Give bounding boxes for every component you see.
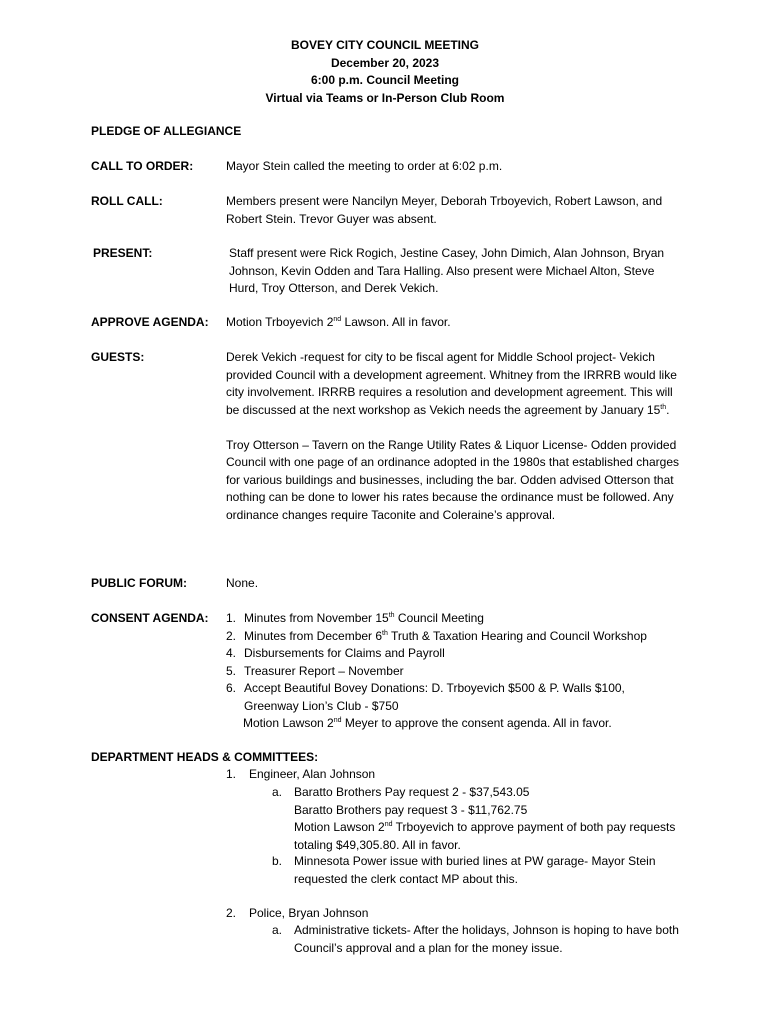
department-title: Engineer, Alan Johnson xyxy=(249,767,376,781)
guests-content xyxy=(226,349,681,524)
guests-label: GUESTS: xyxy=(91,350,145,364)
approve-agenda-label: APPROVE AGENDA: xyxy=(91,315,209,329)
list-item xyxy=(226,663,681,681)
approve-agenda-text-part: Lawson. All in favor. xyxy=(341,315,451,329)
motion-text: Trboyevich to approve payment of both pay requests totaling $49,305.80. All in favor. xyxy=(294,820,676,852)
roll-call-label: ROLL CALL: xyxy=(91,194,163,208)
sub-item-letter: a. xyxy=(272,785,283,799)
guest-paragraph-vekich xyxy=(226,349,681,419)
item-text: Minutes from November 15 xyxy=(244,611,389,625)
consent-agenda-content xyxy=(226,610,681,733)
item-text: Minutes from December 6 xyxy=(244,628,383,643)
guest-text: Derek Vekich -request for city to be fiscal agent for Middle School project- Vekich provided Council with a development agreement. Whitney from the IRRRB would like city involvement. IRRRB requires a resolution and development agreement. This will be discussed at the next workshop as Vekich needs the agreement by January 15 xyxy=(226,350,677,417)
ordinal-suffix: nd xyxy=(384,821,393,828)
ordinal-suffix: th xyxy=(388,612,395,619)
public-forum-text: None. xyxy=(226,576,259,590)
call-to-order-label: CALL TO ORDER: xyxy=(91,159,194,173)
item-number: 1. xyxy=(226,611,237,625)
item-text: Disbursements for Claims and Payroll xyxy=(244,646,445,660)
call-to-order-text: Mayor Stein called the meeting to order at 6:02 p.m. xyxy=(226,159,503,173)
sub-item-letter: a. xyxy=(272,923,283,937)
pay-request-line: Baratto Brothers Pay request 2 - $37,543.05 xyxy=(294,785,530,799)
list-item xyxy=(226,610,681,628)
approve-agenda-text-part: Motion Trboyevich 2 xyxy=(226,315,334,329)
ordinal-suffix: nd xyxy=(333,316,342,323)
department-title: Police, Bryan Johnson xyxy=(249,906,369,920)
roll-call-text: Members present were Nancilyn Meyer, Deborah Trboyevich, Robert Lawson, and Robert Stein. Trevor Guyer was absent. xyxy=(226,194,663,226)
departments-label: DEPARTMENT HEADS & COMMITTEES: xyxy=(91,750,319,764)
guest-paragraph-otterson: Troy Otterson – Tavern on the Range Utility Rates & Liquor License- Odden provided Council with one page of an ordinance adopted in the 1980s that established charges for various buildings and businesses, including the bar. Odden advised Otterson that nothing can be done to lower his rates because the ordinance must be followed. Any ordinance changes require Taconite and Coleraine’s approval. xyxy=(226,437,679,522)
sub-item-text xyxy=(294,784,684,854)
item-text: Truth & Taxation Hearing and Council Workshop xyxy=(387,628,647,643)
present-text: Staff present were Rick Rogich, Jestine Casey, John Dimich, Alan Johnson, Bryan Johnson, Kevin Odden and Tara Halling. Also present were Michael Alton, Steve Hurd, Troy Otterson, and Derek Vekich. xyxy=(229,246,665,295)
list-item xyxy=(226,628,681,646)
item-text: Treasurer Report – November xyxy=(244,663,404,678)
public-forum-label: PUBLIC FORUM: xyxy=(91,576,187,590)
item-number: 1. xyxy=(226,767,237,781)
consent-agenda-motion xyxy=(226,715,681,733)
ordinal-suffix: nd xyxy=(333,717,342,724)
ordinal-suffix: th xyxy=(382,629,388,637)
header-date: December 20, 2023 xyxy=(330,55,440,70)
motion-text: Meyer to approve the consent agenda. All in favor. xyxy=(341,716,612,730)
guest-text: . xyxy=(666,402,670,417)
item-text: Council Meeting xyxy=(394,611,484,625)
item-text: Accept Beautiful Bovey Donations: D. Trboyevich $500 & P. Walls $100, Greenway Lion’s Club - $750 xyxy=(244,681,625,713)
consent-agenda-label: CONSENT AGENDA: xyxy=(91,611,209,625)
motion-text: Motion Lawson 2 xyxy=(294,820,385,834)
item-number: 6. xyxy=(226,681,237,695)
item-number: 2. xyxy=(226,906,237,920)
list-item xyxy=(226,645,681,663)
item-number: 4. xyxy=(226,646,237,660)
list-item xyxy=(226,680,681,715)
pay-request-motion xyxy=(294,819,684,854)
meeting-header xyxy=(0,37,770,107)
consent-agenda-list xyxy=(226,610,681,715)
sub-item-text: Administrative tickets- After the holidays, Johnson is hoping to have both Council’s approval and a plan for the money issue. xyxy=(294,923,679,955)
item-number: 2. xyxy=(226,628,237,643)
pay-request-line: Baratto Brothers pay request 3 - $11,762.75 xyxy=(294,802,528,817)
header-location: Virtual via Teams or In-Person Club Room xyxy=(265,90,505,105)
item-number: 5. xyxy=(226,663,237,678)
header-time: 6:00 p.m. Council Meeting xyxy=(310,73,460,87)
header-title: BOVEY CITY COUNCIL MEETING xyxy=(290,38,480,52)
ordinal-suffix: th xyxy=(660,403,667,411)
sub-item-text: Minnesota Power issue with buried lines at PW garage- Mayor Stein requested the clerk contact MP about this. xyxy=(294,854,656,886)
motion-text: Motion Lawson 2 xyxy=(243,716,334,730)
present-label: PRESENT: xyxy=(93,246,153,260)
approve-agenda-text xyxy=(226,314,681,332)
pledge-label: PLEDGE OF ALLEGIANCE xyxy=(91,124,242,138)
sub-item-letter: b. xyxy=(272,854,283,868)
